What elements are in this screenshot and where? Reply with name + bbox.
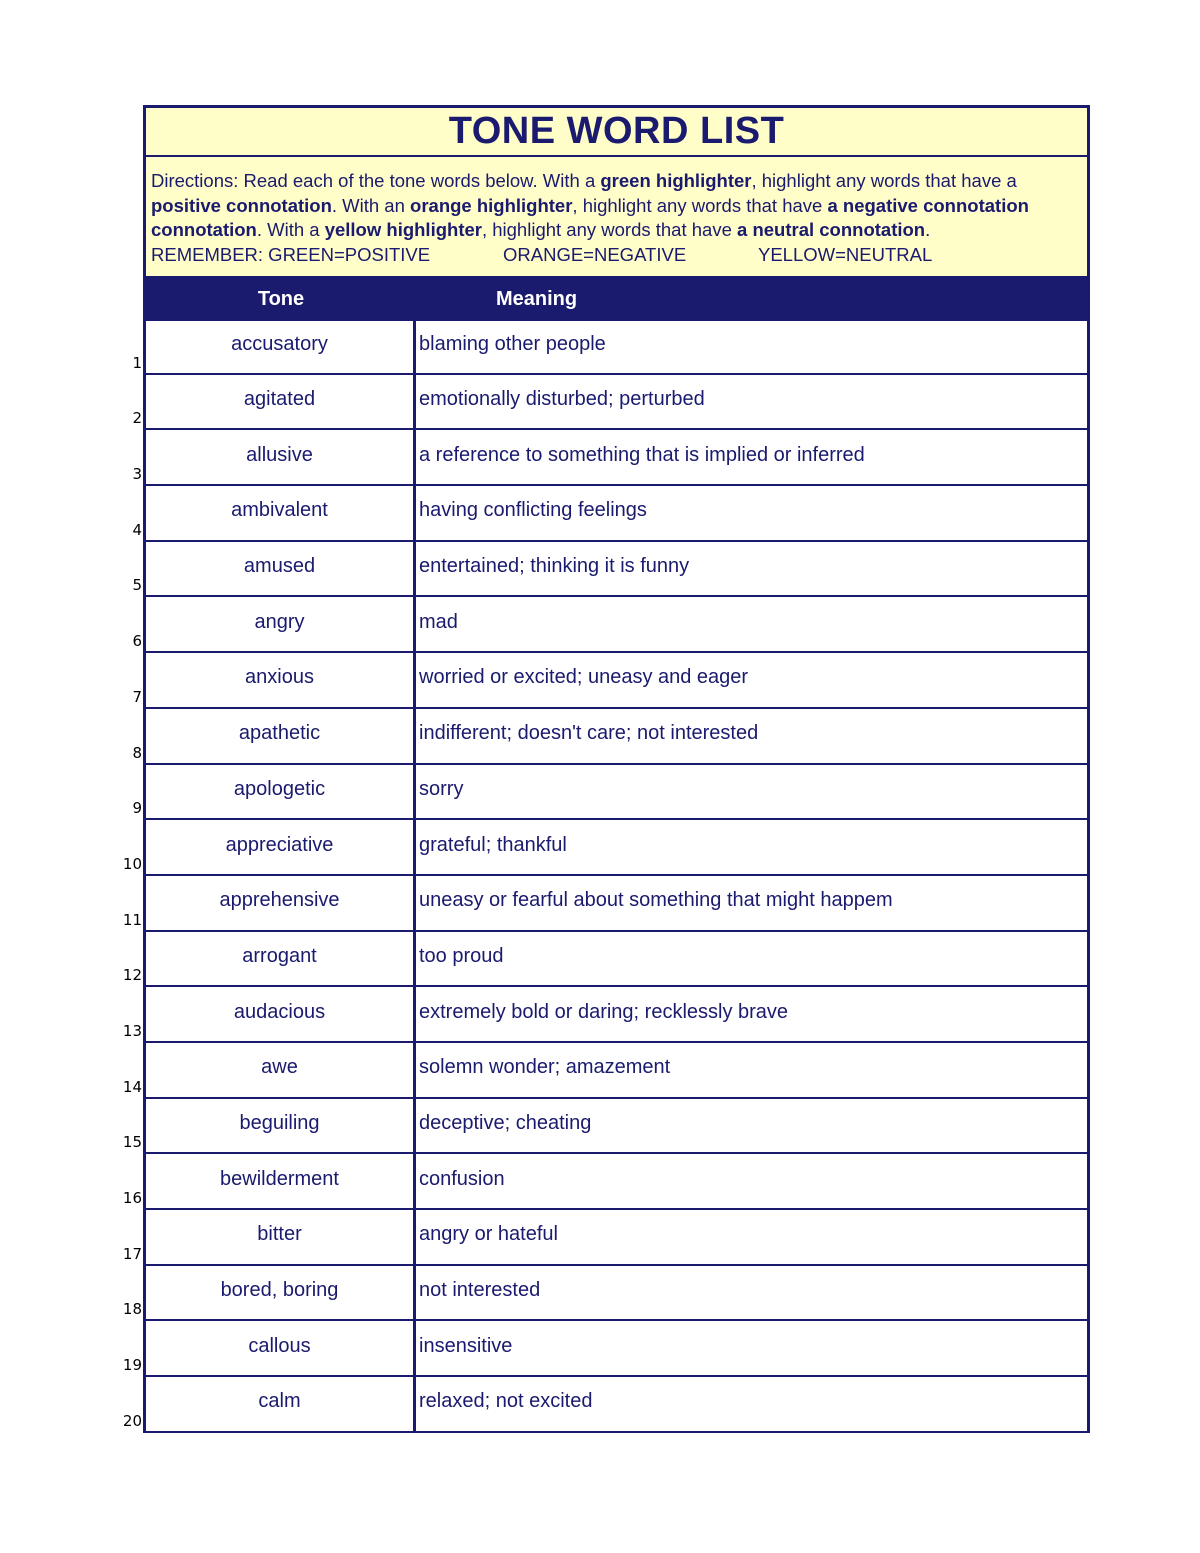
- row-number: 9: [132, 799, 142, 818]
- tone-cell: awe: [146, 1043, 416, 1097]
- meaning-cell: grateful; thankful: [419, 833, 567, 856]
- row-number: 11: [122, 910, 142, 929]
- directions-text-1: Directions: Read each of the tone words below. With a: [151, 170, 601, 191]
- negative-connotation-text: a negative connotation: [827, 194, 1029, 216]
- table-row: [122, 1266, 1087, 1322]
- meaning-cell: confusion: [419, 1167, 505, 1190]
- remember-orange: ORANGE=NEGATIVE: [503, 243, 687, 265]
- row-number: 16: [122, 1189, 142, 1207]
- row-number: 8: [132, 743, 142, 762]
- tone-cell: callous: [146, 1321, 416, 1375]
- directions-box: [143, 157, 1090, 279]
- green-highlighter-text: green highlighter: [600, 170, 752, 191]
- row-number: 13: [122, 1021, 142, 1040]
- meaning-cell: indifferent; doesn't care; not interested: [419, 722, 759, 745]
- meaning-cell: too proud: [419, 944, 504, 967]
- row-number: 1: [132, 353, 142, 372]
- meaning-cell: relaxed; not excited: [419, 1390, 593, 1413]
- row-number: 17: [122, 1244, 142, 1263]
- directions-text-3: . With an: [331, 194, 411, 216]
- tone-cell: ambivalent: [146, 486, 416, 540]
- table-row: [132, 486, 1087, 542]
- tone-cell: apathetic: [146, 709, 416, 763]
- table-row: [122, 820, 1087, 876]
- meaning-cell: deceptive; cheating: [419, 1111, 592, 1134]
- tone-cell: apprehensive: [146, 876, 416, 930]
- tone-cell: calm: [146, 1377, 416, 1431]
- table-row: [122, 932, 1087, 988]
- table-row: [122, 876, 1087, 932]
- table-row: [122, 1210, 1087, 1266]
- table-row: [122, 1377, 1087, 1433]
- tone-cell: bewilderment: [146, 1154, 416, 1208]
- table-row: [132, 597, 1087, 653]
- directions-text-4: , highlight any words that have: [572, 194, 828, 216]
- tone-cell: apologetic: [146, 765, 416, 819]
- row-number: 14: [122, 1077, 142, 1096]
- table-row: [132, 542, 1087, 598]
- row-number: 15: [122, 1133, 142, 1152]
- row-number: 10: [122, 854, 142, 873]
- remember-yellow: YELLOW=NEUTRAL: [758, 243, 933, 265]
- table-row: [132, 653, 1087, 709]
- meaning-cell: worried or excited; uneasy and eager: [419, 666, 749, 689]
- table-row: [132, 319, 1087, 375]
- row-number: 18: [122, 1300, 142, 1319]
- header-meaning: Meaning: [496, 287, 578, 310]
- table-row: [122, 1154, 1087, 1210]
- tone-cell: allusive: [146, 430, 416, 484]
- table-row: [122, 1321, 1087, 1377]
- page-title: TONE WORD LIST: [448, 110, 785, 152]
- row-number: 12: [122, 966, 142, 985]
- orange-highlighter-text: orange highlighter: [410, 194, 573, 216]
- table-row: [132, 375, 1087, 431]
- neutral-connotation-text: a neutral connotation: [737, 219, 926, 240]
- row-number: 5: [132, 576, 142, 595]
- tone-table-body: [122, 319, 1090, 1433]
- title-box: [143, 105, 1090, 157]
- meaning-cell: not interested: [419, 1279, 541, 1302]
- row-number: 3: [132, 465, 142, 484]
- tone-cell: amused: [146, 542, 416, 596]
- meaning-cell: emotionally disturbed; perturbed: [419, 388, 705, 411]
- tone-cell: audacious: [146, 987, 416, 1041]
- meaning-cell: blaming other people: [419, 333, 606, 356]
- directions-text-6: , highlight any words that have: [481, 219, 738, 240]
- header-tone: Tone: [257, 287, 305, 310]
- remember-line: [151, 243, 1079, 268]
- row-number: 20: [122, 1411, 142, 1430]
- tone-cell: angry: [146, 597, 416, 651]
- table-row: [132, 709, 1087, 765]
- yellow-highlighter-text: yellow highlighter: [324, 219, 482, 240]
- table-row: [132, 765, 1087, 821]
- directions-text-5: . With a: [256, 219, 325, 240]
- row-number: 4: [132, 520, 142, 539]
- meaning-cell: sorry: [419, 777, 464, 800]
- meaning-cell: mad: [419, 610, 458, 633]
- meaning-cell: extremely bold or daring; recklessly brave: [419, 1000, 789, 1023]
- row-number: 19: [122, 1356, 142, 1375]
- row-number: 2: [132, 409, 142, 428]
- meaning-cell: insensitive: [419, 1334, 513, 1357]
- connotation-word: connotation: [151, 219, 257, 240]
- table-header: [143, 279, 1090, 319]
- remember-green: REMEMBER: GREEN=POSITIVE: [151, 243, 431, 265]
- tone-cell: bitter: [146, 1210, 416, 1264]
- tone-cell: appreciative: [146, 820, 416, 874]
- table-row: [122, 987, 1087, 1043]
- row-number: 6: [132, 632, 142, 651]
- tone-cell: anxious: [146, 653, 416, 707]
- tone-word-sheet: [122, 105, 1090, 1433]
- meaning-cell: angry or hateful: [419, 1223, 558, 1246]
- positive-connotation-text: positive connotation: [151, 194, 332, 216]
- table-row: [122, 1099, 1087, 1155]
- meaning-cell: a reference to something that is implied or inferred: [419, 443, 865, 466]
- tone-cell: agitated: [146, 375, 416, 429]
- meaning-cell: uneasy or fearful about something that might happem: [419, 889, 893, 912]
- table-row: [132, 430, 1087, 486]
- table-row: [122, 1043, 1087, 1099]
- tone-cell: accusatory: [146, 321, 416, 373]
- meaning-cell: entertained; thinking it is funny: [419, 555, 690, 578]
- meaning-cell: solemn wonder; amazement: [419, 1056, 671, 1079]
- tone-cell: bored, boring: [146, 1266, 416, 1320]
- meaning-cell: having conflicting feelings: [419, 499, 647, 522]
- tone-cell: beguiling: [146, 1099, 416, 1153]
- directions-text-2: , highlight any words that have a: [751, 170, 1017, 191]
- directions-text-7: .: [925, 219, 931, 240]
- row-number: 7: [132, 687, 142, 706]
- tone-cell: arrogant: [146, 932, 416, 986]
